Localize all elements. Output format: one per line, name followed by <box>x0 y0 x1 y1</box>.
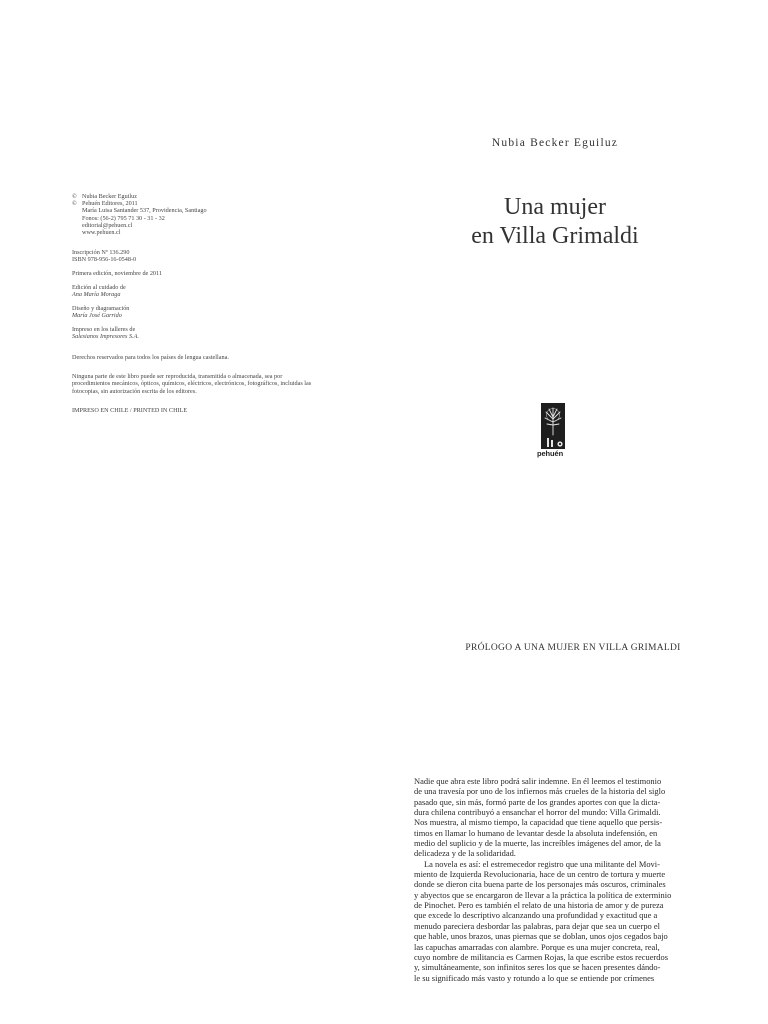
publisher-logo-text: pehuén <box>537 449 564 458</box>
design-name: María José Garrido <box>72 311 122 319</box>
rights-text: Derechos reservados para todos los países de lengua castellana. <box>72 354 229 362</box>
editing-label: Edición al cuidado de <box>72 283 126 291</box>
text-line: Nadie que abra este libro podrá salir indemne. En él leemos el testimonio <box>414 776 662 786</box>
isbn: ISBN 978-956-16-0548-0 <box>72 256 137 264</box>
copyright-block <box>72 193 318 236</box>
website-text: www.pehuen.cl <box>82 229 121 237</box>
printing-name: Salesianos Impresores S.A. <box>72 332 139 340</box>
edition-block <box>72 270 318 277</box>
printed-in-text: IMPRESO EN CHILE / PRINTED IN CHILE <box>72 406 188 414</box>
title-line: Una mujer <box>504 194 606 220</box>
tree-icon <box>541 403 565 449</box>
copyright-holder: Nubia Becker Eguiluz <box>82 193 137 200</box>
edition-text: Primera edición, noviembre de 2011 <box>72 270 162 278</box>
publisher-logo <box>537 403 577 458</box>
text-line: donde se dieron cita buena parte de los personajes más oscuros, criminales <box>414 879 666 890</box>
printing-credit <box>72 326 318 340</box>
email-line <box>72 222 318 229</box>
copyright-page-credits <box>72 193 318 421</box>
text-line: Nos muestra, al mismo tiempo, la capacidad que tiene aquello que persis- <box>414 817 663 828</box>
phone-line <box>72 215 318 222</box>
printing-label: Impreso en los talleres de <box>72 325 136 333</box>
text-line: que hable, unos brazos, unas piernas que se doblan, unos ojos cegados bajo <box>414 931 668 942</box>
printed-in-block <box>72 407 318 414</box>
text-line: La novela es así: el estremecedor registro que una militante del Movi- <box>424 858 660 869</box>
prohibition-block <box>72 373 318 395</box>
address-line <box>72 207 318 214</box>
text-line: le su significado más vasto y rotundo a lo que se entiende por crímenes <box>414 972 655 983</box>
copyright-line <box>72 200 318 207</box>
text-line: cuyo nombre de militancia es Carmen Rojas, la que escribe estos recuerdos <box>414 951 668 962</box>
text-line: delicadeza y de la solidaridad. <box>414 848 516 859</box>
prohibition-text: Ninguna parte de este libro puede ser reproducida, transmitida o almacenada, sea por procedimientos mecánicos, ópticos, químicos, eléctricos, electrónicos, fotográficos, incluidas las fotocopias, sin autorización escrita de los editores. <box>72 373 312 395</box>
prologue-body <box>414 776 673 1016</box>
title-line: en Villa Grimaldi <box>471 223 639 249</box>
copyright-line <box>72 193 318 200</box>
text-line: y, simultáneamente, son infinitos seres los que se hacen presentes dándo- <box>414 962 661 973</box>
text-line: pasado que, sin más, formó parte de los grandes aportes con que la dicta- <box>414 796 661 807</box>
registration-block <box>72 249 318 263</box>
editing-name: Ana María Moraga <box>72 291 121 299</box>
email-text: editorial@pehuen.cl <box>82 221 133 229</box>
copyright-holder: Pehuén Editores, 2011 <box>82 200 138 208</box>
text-line: dura chilena contribuyó a ensanchar el horror del mundo: Villa Grimaldi. <box>414 807 661 818</box>
text-line: las capuchas amarradas con alambre. Porque es una mujer concreta, real, <box>414 941 660 952</box>
text-line: medio del suplicio y de la muerte, las increíbles imágenes del amor, de la <box>414 838 661 849</box>
text-line: menudo pareciera desbordar las palabras, para dejar que sea un cuerpo el <box>414 920 660 931</box>
website-line <box>72 229 318 236</box>
text-line: miento de Izquierda Revolucionaria, hace de un centro de tortura y muerte <box>414 869 666 880</box>
book-title <box>410 193 700 251</box>
editing-credit <box>72 284 318 298</box>
rights-block <box>72 354 318 361</box>
text-line: timos en llamar lo humano de levantar desde la absoluta indefensión, en <box>414 827 658 838</box>
author-name: Nubia Becker Eguiluz <box>491 137 619 149</box>
prologue-heading: PRÓLOGO A UNA MUJER EN VILLA GRIMALDI <box>465 643 681 653</box>
text-line: y abyectos que se encargaron de llevar a la práctica la política de exterminio <box>414 889 672 900</box>
design-label: Diseño y diagramación <box>72 304 130 312</box>
text-line: de una travesía por uno de los infiernos más crueles de la historia del siglo <box>414 786 666 797</box>
copyright-symbol: © <box>72 200 77 208</box>
registration-number: Inscripción Nº 136.290 <box>72 249 130 257</box>
address-text: María Luisa Santander 537, Providencia, Santiago <box>82 207 207 215</box>
text-line: que excede lo descriptivo alcanzando una profundidad y exactitud que a <box>414 910 658 921</box>
copyright-symbol: © <box>72 193 77 200</box>
text-line: de Pinochet. Pero es también el relato de una historia de amor y de pureza <box>414 900 664 911</box>
design-credit <box>72 305 318 319</box>
phone-text: Fonos: (56-2) 795 71 30 - 31 - 32 <box>82 214 165 222</box>
tree-logo-icon <box>541 403 565 449</box>
